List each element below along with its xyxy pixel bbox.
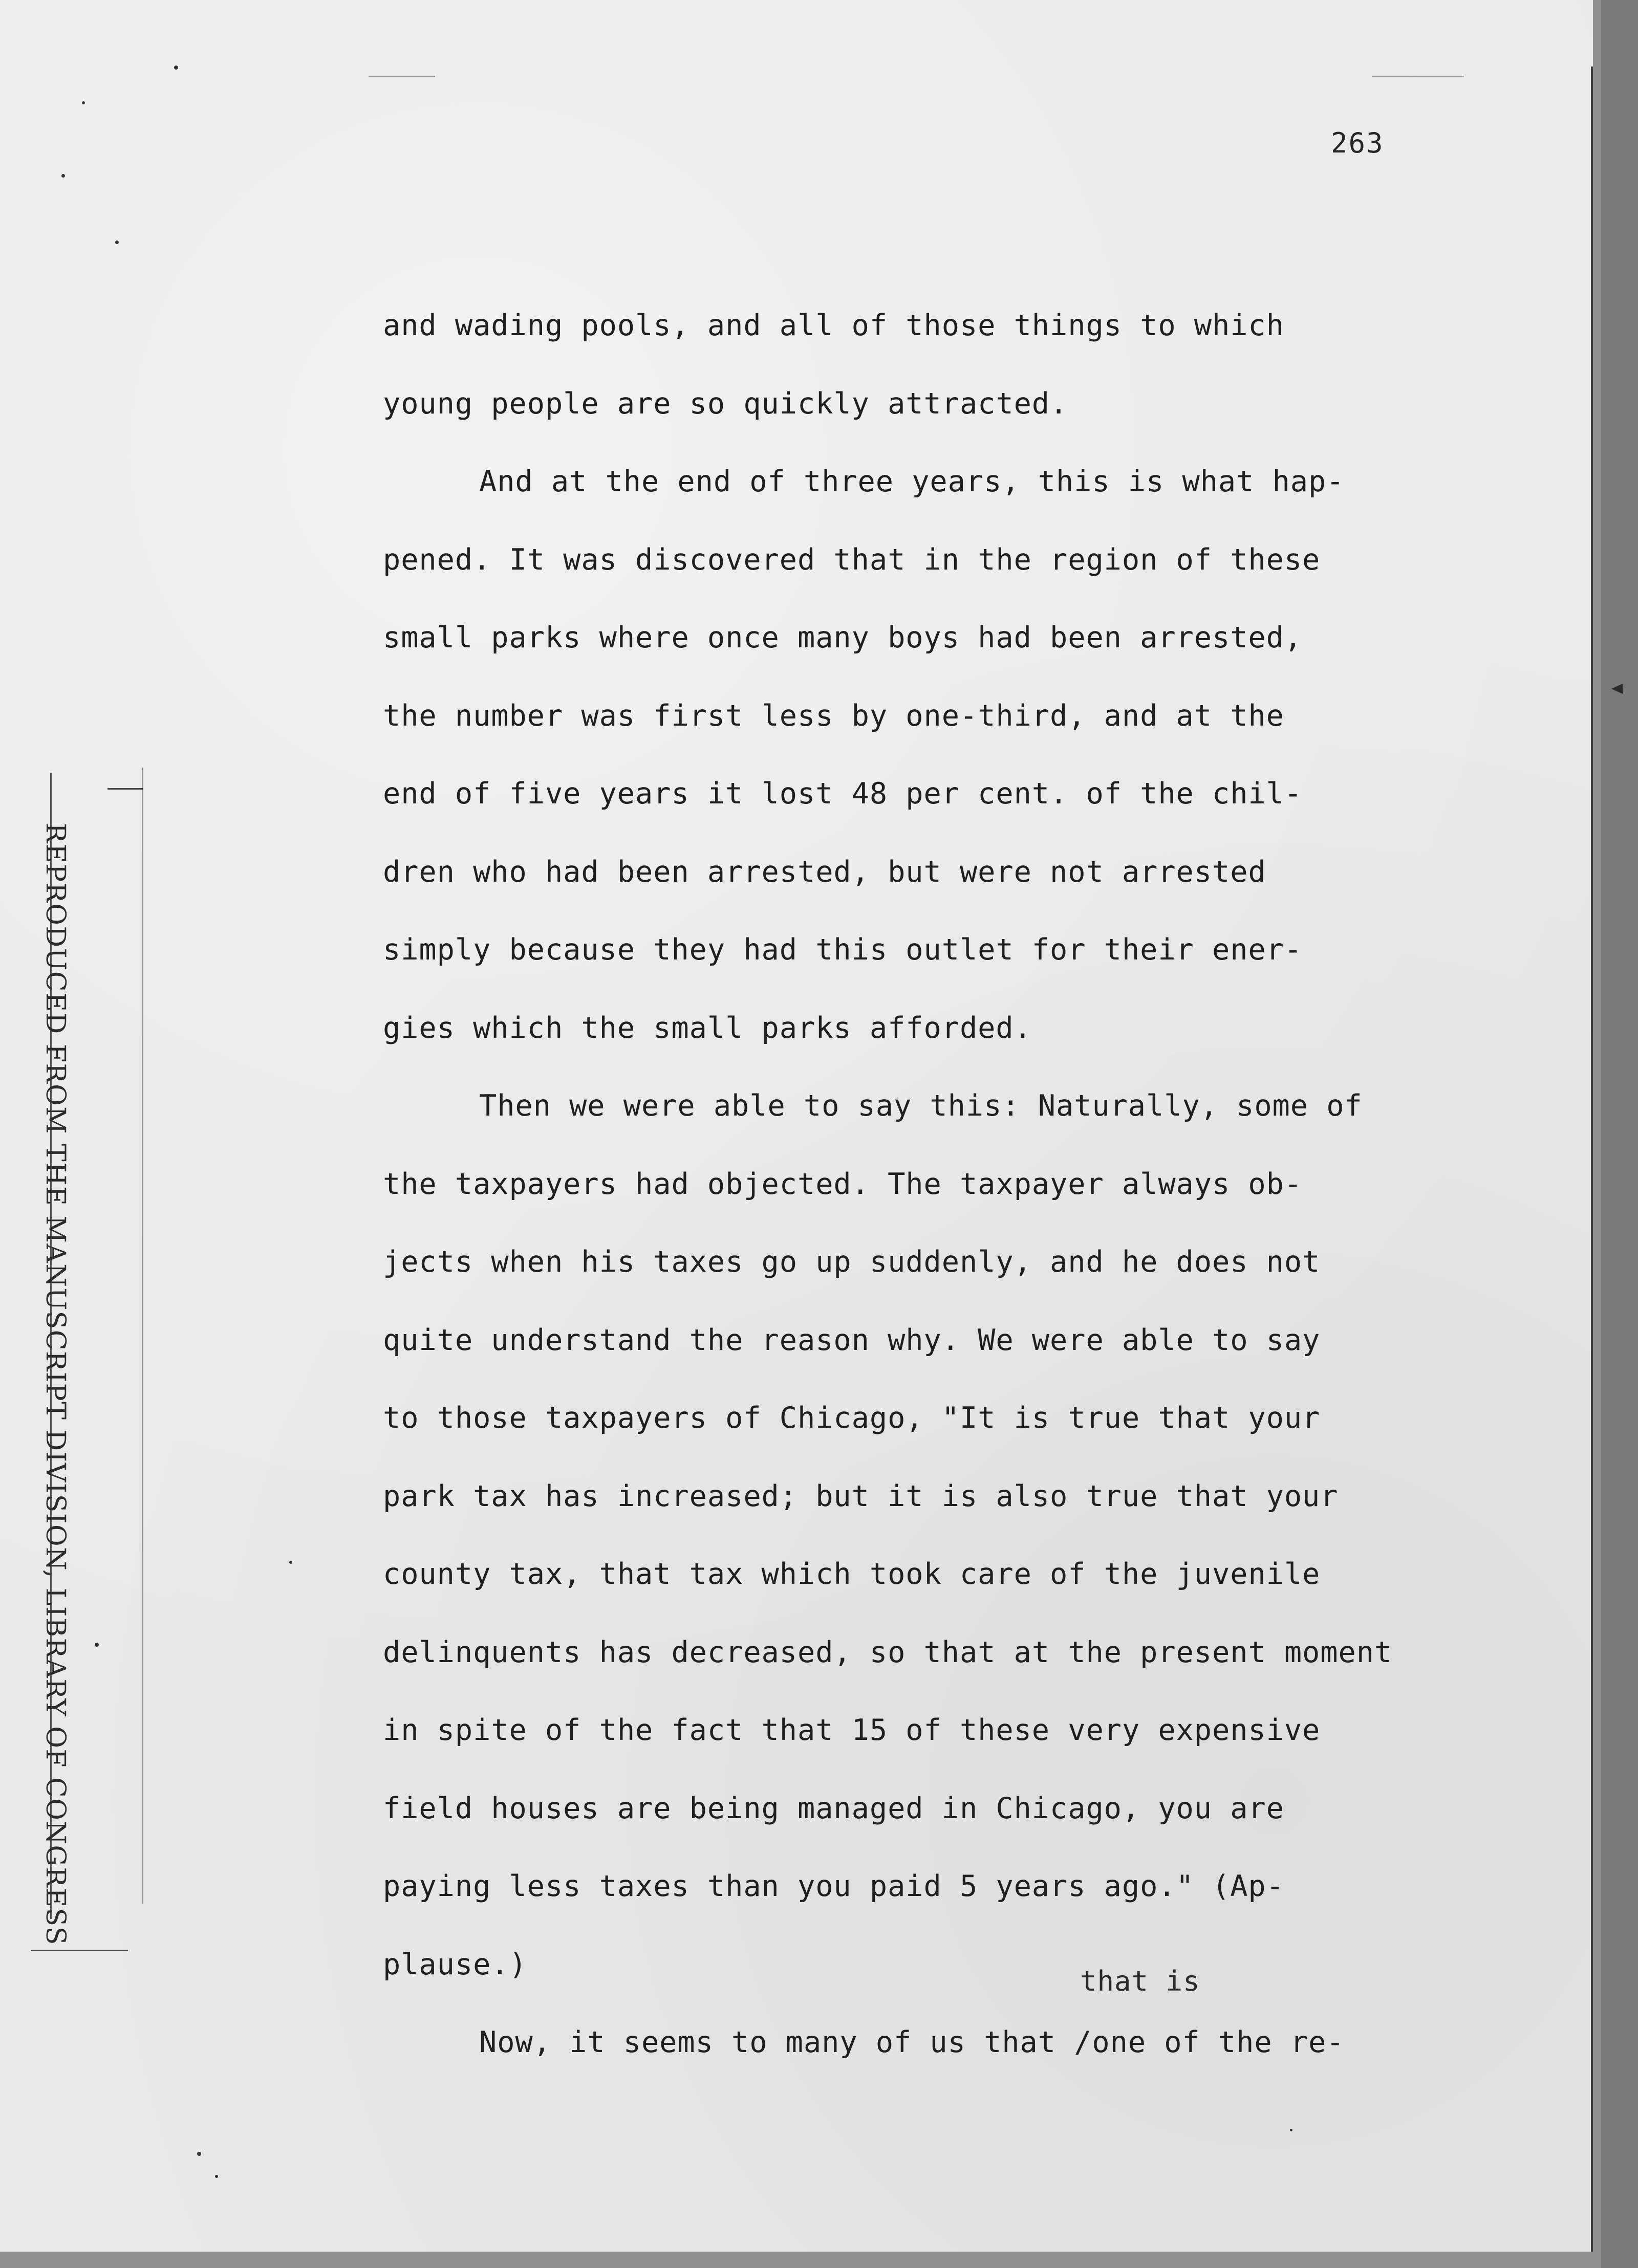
margin-mark	[31, 1950, 128, 1951]
text-line: small parks where once many boys had been arrested,	[383, 621, 1303, 655]
text-line: end of five years it lost 48 per cent. of the chil-	[383, 777, 1303, 811]
scan-speck	[1290, 2129, 1292, 2131]
scan-speck	[95, 1643, 99, 1647]
text-line: to those taxpayers of Chicago, "It is true that your	[383, 1401, 1321, 1435]
scan-speck	[61, 174, 65, 178]
library-stamp: REPRODUCED FROM THE MANUSCRIPT DIVISION, LIBRARY OF CONGRESS	[40, 823, 71, 1946]
text-line: county tax, that tax which took care of the juvenile	[383, 1557, 1321, 1591]
scan-speck	[215, 2175, 218, 2178]
margin-mark	[107, 788, 143, 790]
scan-speck	[115, 241, 119, 244]
text-line: dren who had been arrested, but were not arrested	[383, 855, 1266, 889]
text-line: field houses are being managed in Chicago, you are	[383, 1791, 1284, 1825]
margin-rule	[142, 768, 143, 1904]
body-text	[383, 287, 1529, 2082]
text-line: park tax has increased; but it is also true that your	[383, 1479, 1339, 1513]
text-line: plause.)	[383, 1947, 527, 1981]
page-edge	[1591, 67, 1593, 2252]
text-line: quite understand the reason why. We were able to say	[383, 1323, 1321, 1357]
text-line: And at the end of three years, this is what hap-	[479, 465, 1345, 498]
top-edge-mark	[1372, 76, 1464, 77]
page-number: 263	[1331, 127, 1384, 159]
interlinear-insertion: that is	[1080, 1965, 1200, 1997]
scan-speck	[197, 2152, 201, 2156]
text-line: Then we were able to say this: Naturally, some of	[479, 1089, 1363, 1123]
edge-arrow-icon	[1611, 684, 1623, 694]
text-line: the taxpayers had objected. The taxpayer always ob-	[383, 1167, 1303, 1201]
text-line: paying less taxes than you paid 5 years ago." (Ap-	[383, 1869, 1284, 1903]
scan-speck	[289, 1561, 292, 1564]
text-line: young people are so quickly attracted.	[383, 386, 1068, 421]
scan-speck	[82, 101, 85, 104]
text-line: the number was first less by one-third, and at the	[383, 699, 1284, 733]
scan-border	[1601, 0, 1638, 2268]
text-line: delinquents has decreased, so that at the present moment	[383, 1635, 1393, 1669]
text-line: gies which the small parks afforded.	[383, 1011, 1032, 1045]
text-line: simply because they had this outlet for their ener-	[383, 933, 1303, 967]
text-line: in spite of the fact that 15 of these very expensive	[383, 1713, 1321, 1747]
text-line: jects when his taxes go up suddenly, and he does not	[383, 1245, 1321, 1279]
scan-speck	[174, 66, 178, 70]
text-line: and wading pools, and all of those things to which	[383, 309, 1284, 342]
text-line: Now, it seems to many of us that /one of the re-	[479, 2025, 1345, 2059]
top-edge-mark	[369, 76, 435, 77]
text-line: pened. It was discovered that in the region of these	[383, 542, 1321, 577]
